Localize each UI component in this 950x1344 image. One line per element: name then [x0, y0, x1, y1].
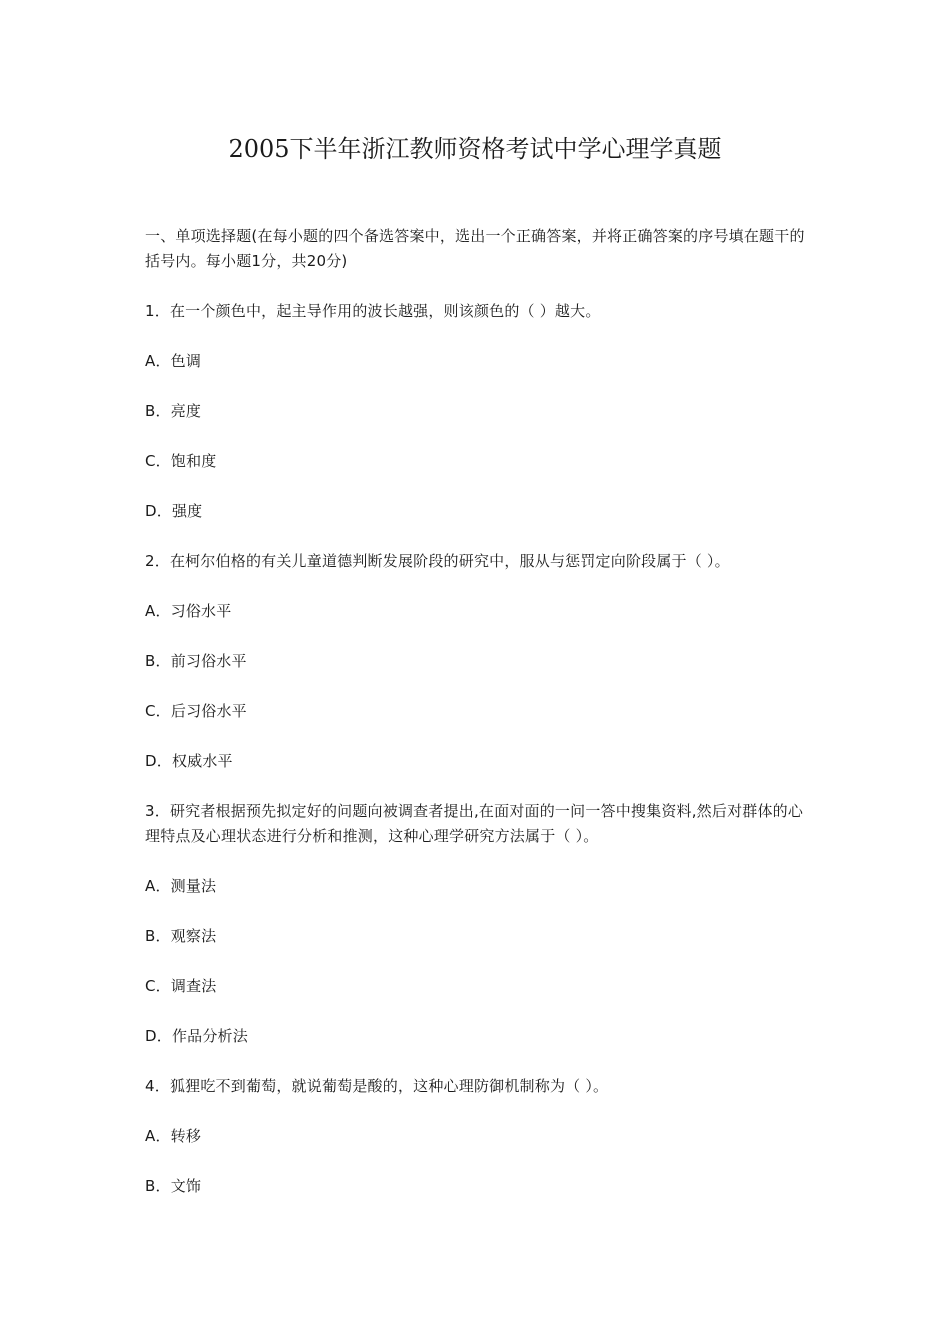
answer-option: B．文饰	[145, 1177, 202, 1195]
question-stem: 2．在柯尔伯格的有关儿童道德判断发展阶段的研究中，服从与惩罚定向阶段属于（ ）。	[145, 552, 730, 570]
answer-option: D．强度	[145, 502, 203, 520]
answer-option: D．权威水平	[145, 752, 233, 770]
document-title: 2005下半年浙江教师资格考试中学心理学真题	[228, 135, 722, 163]
question-stem: 3．研究者根据预先拟定好的问题向被调查者提出,在面对面的一问一答中搜集资料,然后对群体的心理特点及心理状态进行分析和推测，这种心理学研究方法属于（ ）。	[145, 802, 804, 845]
answer-option: C．后习俗水平	[145, 702, 247, 720]
answer-option: C．饱和度	[145, 452, 217, 470]
question-stem: 1．在一个颜色中，起主导作用的波长越强，则该颜色的（ ）越大。	[145, 302, 601, 320]
answer-option: B．亮度	[145, 402, 202, 420]
answer-option: A．色调	[145, 352, 202, 370]
answer-option: A．测量法	[145, 877, 217, 895]
answer-option: B．前习俗水平	[145, 652, 247, 670]
answer-option: A．习俗水平	[145, 602, 232, 620]
answer-option: D．作品分析法	[145, 1027, 248, 1045]
answer-option: C．调查法	[145, 977, 217, 995]
document-body	[145, 224, 815, 1224]
answer-option: B．观察法	[145, 927, 217, 945]
answer-option: A．转移	[145, 1127, 202, 1145]
question-stem: 4．狐狸吃不到葡萄，就说葡萄是酸的，这种心理防御机制称为（ ）。	[145, 1077, 609, 1095]
section-heading: 一、单项选择题(在每小题的四个备选答案中，选出一个正确答案，并将正确答案的序号填在题干的括号内。每小题1分，共20分)	[145, 227, 805, 270]
